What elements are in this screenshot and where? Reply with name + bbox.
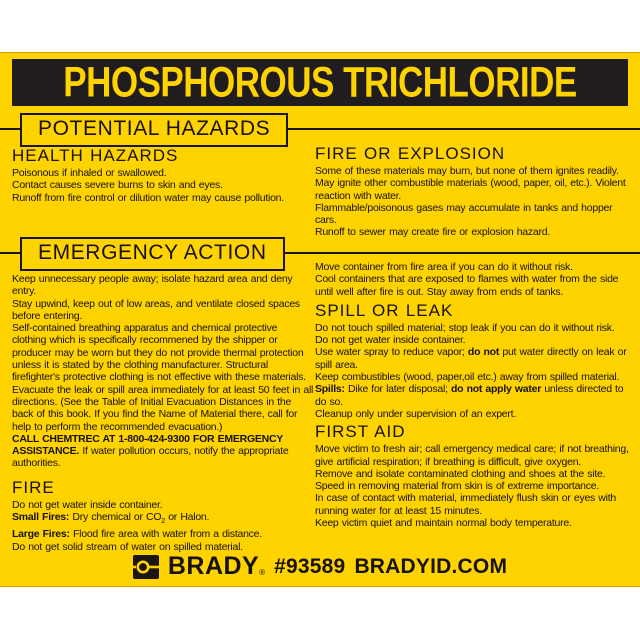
fire-or-explosion-text [315,165,632,239]
chemical-name-banner [12,59,628,106]
fire-or-explosion-section [315,143,632,239]
paragraph: Do not get water inside container. [315,334,466,347]
paragraph: Speed in removing material from skin is of extreme importance. [315,480,600,493]
fire-text [12,499,314,553]
paragraph: Contact causes severe burns to skin and eyes. [12,179,223,192]
emergency-action-left-column [12,273,314,553]
potential-hazards-header [0,113,640,147]
paragraph: Evacuate the leak or spill area immediately for at least 50 feet in all directions. (See the Table of Initial Evacuation Distances in the back of this book. If you find the Name of Material there, call for help to perform the recommended evacuation.) [12,383,314,433]
hazard-label [0,52,640,587]
paragraph: Do not get water inside container. [12,498,163,511]
potential-hazards-title: POTENTIAL HAZARDS [20,113,288,147]
registered-mark: ® [259,568,266,577]
fire-heading: FIRE [12,477,55,497]
paragraph: Keep combustibles (wood, paper,oil etc.) away from spilled material. [315,371,620,384]
spill-or-leak-text [315,322,632,420]
brady-website: BRADYID.COM [354,554,508,578]
paragraph: Do not get solid stream of water on spilled material. [12,540,243,553]
paragraph: Flammable/poisonous gases may accumulate in tanks and hopper cars. [315,201,613,227]
emergency-action-right-column [315,261,632,529]
paragraph: Move container from fire area if you can do it without risk. [315,261,573,273]
paragraph: Poisonous if inhaled or swallowed. [12,167,167,179]
emergency-action-text-right [315,261,632,298]
paragraph: Cool containers that are exposed to flames with water from the side until well after fire is out. Stay away from ends of tanks. [315,273,619,298]
first-aid-heading: FIRST AID [315,422,406,442]
health-hazards-section [12,145,314,204]
paragraph: Do not touch spilled material; stop leak if you can do it without risk. [315,321,615,334]
paragraph: Keep unnecessary people away; isolate hazard area and deny entry. [12,273,293,298]
paragraph: Self-contained breathing apparatus and chemical protective clothing which is specifically recommened by the shipper or producer may be worn but they do not provide thermal protection unless it is stated by the clothing manufacturer. Structural firefighter's protective clothing is not effective with these materials. [12,322,306,384]
brady-logo-icon [133,555,159,579]
paragraph: CALL CHEMTREC AT 1-800-424-9300 FOR EMERGENCY ASSISTANCE. If water pollution occurs, notify the appropriate authorities. [12,432,289,470]
paragraph: Spills: Dike for later disposal; do not apply water unless directed to do so. [315,383,624,408]
spill-or-leak-heading: SPILL OR LEAK [315,300,454,320]
emergency-action-title: EMERGENCY ACTION [20,237,285,271]
paragraph: Some of these materials may burn, but none of them ignites readily. [315,165,619,177]
paragraph: Keep victim quiet and maintain normal body temperature. [315,517,572,530]
brady-wordmark: BRADY ® [167,552,266,580]
paragraph: Small Fires: Dry chemical or $CO_2$ or Halon. [12,511,210,526]
paragraph: In case of contact with material, immediately flush skin or eyes with running water for at least 15 minutes. [315,492,616,517]
emergency-action-text [12,273,314,470]
paragraph: Use water spray to reduce vapor; do not put water directly on leak or spill area. [315,346,627,371]
part-number: #93589 [274,554,346,578]
paragraph: Runoff to sewer may create fire or explosion hazard. [315,226,550,239]
fire-or-explosion-heading: FIRE OR EXPLOSION [315,144,506,163]
paragraph: Large Fires: Flood fire area with water from a distance. [12,528,262,541]
paragraph: Cleanup only under supervision of an expert. [315,407,516,420]
paragraph: Remove and isolate contaminated clothing and shoes at the site. [315,467,606,480]
chemical-name: PHOSPHOROUS TRICHLORIDE [63,59,577,106]
health-hazards-text [12,167,314,204]
paragraph: May ignite other combustible materials (wood, paper, oil, etc.). Violent reaction with water. [315,177,626,202]
paragraph: Move victim to fresh air; call emergency medical care; if not breathing, give artificial respiration; if breathing is difficult, give oxygen. [315,443,629,468]
paragraph: Stay upwind, keep out of low areas, and ventilate closed spaces before entering. [12,297,300,322]
paragraph: Runoff from fire control or dilution water may cause pollution. [12,191,284,204]
health-hazards-heading: HEALTH HAZARDS [12,146,179,165]
footer [0,554,640,579]
first-aid-text [315,443,632,529]
